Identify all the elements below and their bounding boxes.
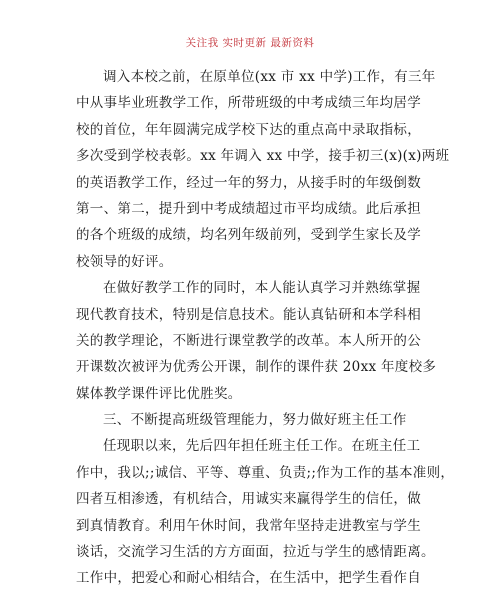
text-line: 开课数次被评为优秀公开课，制作的课件获 20xx 年度校多: [76, 359, 437, 376]
text-line: 在做好教学工作的同时，本人能认真学习并熟练掌握: [103, 280, 421, 297]
section-heading: 三、不断提高班级管理能力，努力做好班主任工作: [103, 412, 407, 429]
text-line: 中从事毕业班教学工作，所带班级的中考成绩三年均居学: [76, 95, 421, 112]
text-line: 校领导的好评。: [76, 253, 173, 270]
text-line: 作中，我以;;诚信、平等、尊重、负责;;作为工作的基本准则，: [76, 464, 455, 481]
text-line: 到真情教育。利用午休时间，我常年坚持走进教室与学生: [76, 517, 421, 534]
text-line: 调入本校之前，在原单位(xx 市 xx 中学)工作，有三年: [103, 69, 436, 85]
page-header-banner: 关注我 实时更新 最新资料: [185, 37, 315, 49]
text-line: 谈话，交流学习生活的方方面面，拉近与学生的感情距离。: [76, 544, 435, 561]
text-line: 多次受到学校表彰。xx 年调入 xx 中学，接手初三(x)(x)两班: [76, 148, 450, 165]
text-line: 的英语教学工作，经过一年的努力，从接手时的年级倒数: [76, 174, 421, 191]
text-line: 第一、第二，提升到中考成绩超过市平均成绩。此后承担: [76, 200, 421, 217]
document-body: [76, 64, 455, 592]
text-line: 的各个班级的成绩，均名列年级前列，受到学生家长及学: [76, 227, 421, 244]
text-line: 四者互相渗透，有机结合，用诚实来赢得学生的信任，做: [76, 491, 421, 508]
text-line: 关的教学理论，不断进行课堂教学的改革。本人所开的公: [76, 332, 421, 349]
text-line: 校的首位，年年圆满完成学校下达的重点高中录取指标，: [76, 121, 421, 138]
text-line: 媒体教学课件评比优胜奖。: [76, 385, 242, 402]
text-line: 工作中，把爱心和耐心相结合，在生活中，把学生看作自: [76, 570, 421, 587]
text-line: 任现职以来，先后四年担任班主任工作。在班主任工: [103, 438, 421, 455]
text-line: 现代教育技术，特别是信息技术。能认真钻研和本学科相: [76, 306, 421, 323]
